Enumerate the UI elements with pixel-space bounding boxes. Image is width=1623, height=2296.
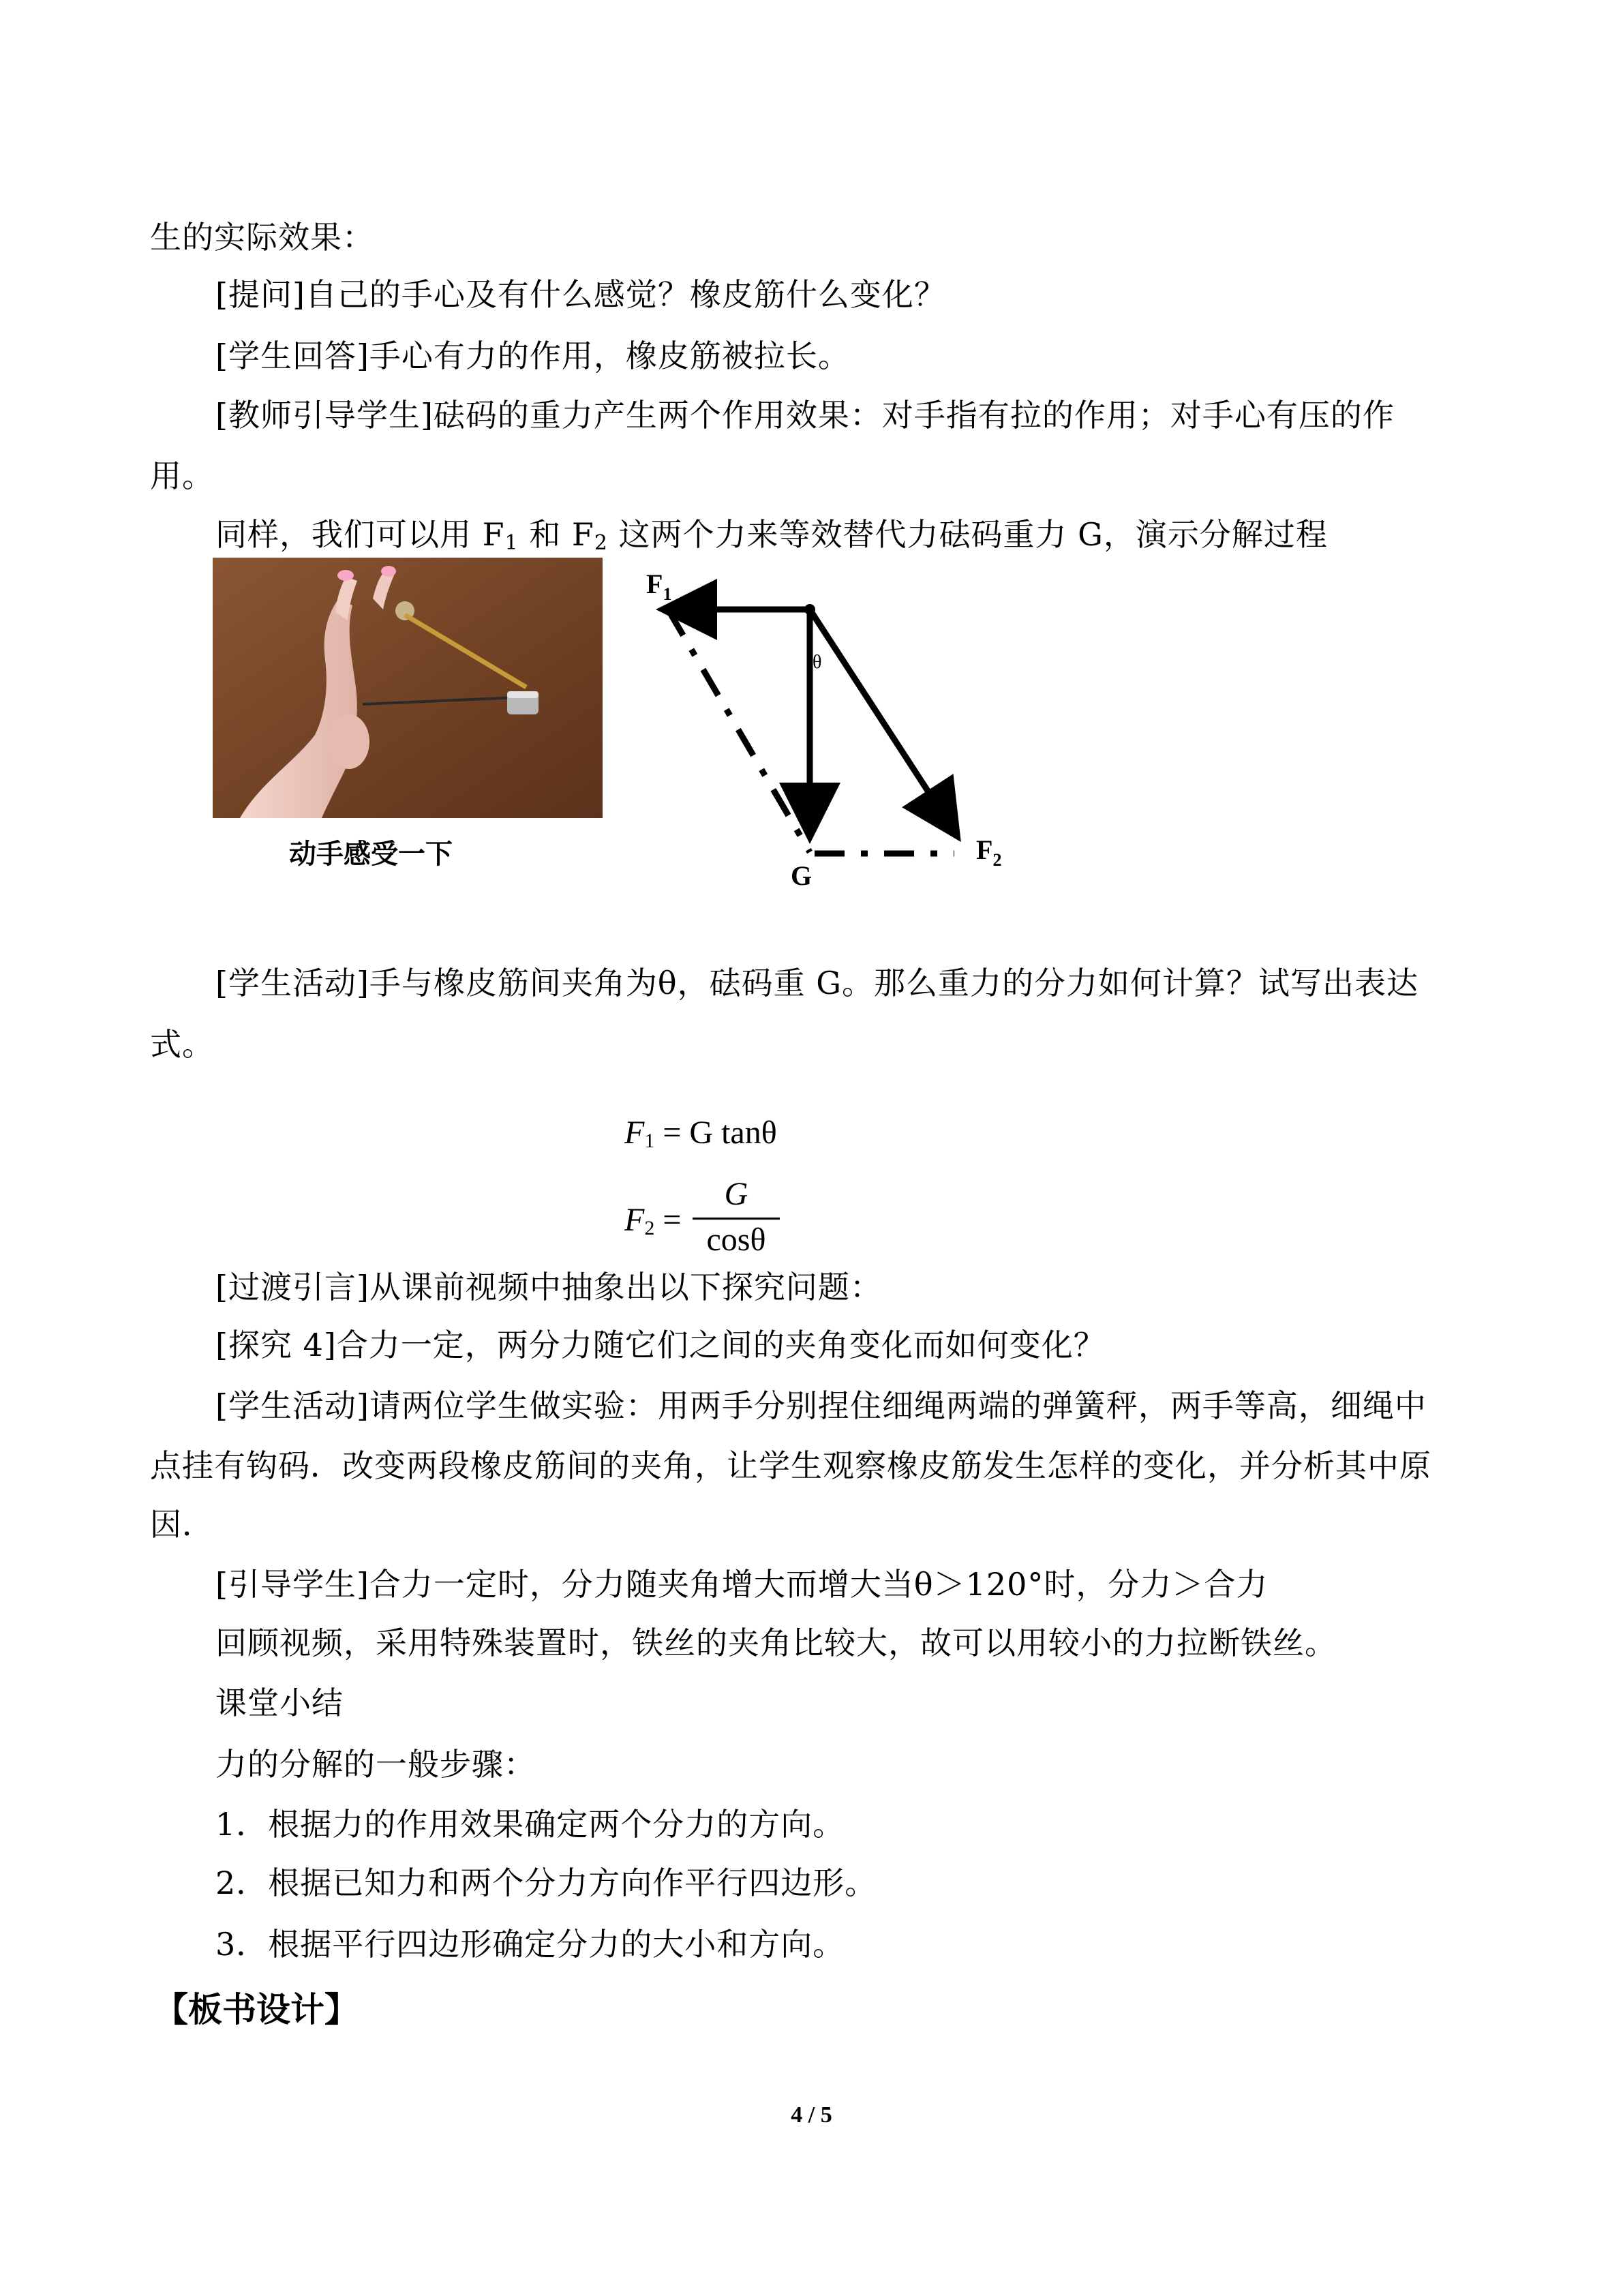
paragraph-line: 式。 <box>150 1026 214 1063</box>
paragraph-line: 回顾视频，采用特殊装置时，铁丝的夹角比较大，故可以用较小的力拉断铁丝。 <box>215 1625 1337 1661</box>
text-run: 和 F <box>518 516 594 553</box>
force-origin-point <box>804 604 815 615</box>
paragraph-line: 用。 <box>150 457 214 494</box>
paragraph-line: [探究 4]合力一定，两分力随它们之间的夹角变化而如何变化？ <box>215 1327 1106 1363</box>
paragraph-line: [学生活动]手与橡皮筋间夹角为θ，砝码重 G。那么重力的分力如何计算？试写出表达 <box>215 965 1419 1001</box>
paragraph-line: [教师引导学生]砝码的重力产生两个作用效果：对手指有拉的作用；对手心有压的作 <box>215 397 1395 434</box>
paragraph-line: 课堂小结 <box>215 1685 344 1721</box>
list-item: 3．根据平行四边形确定分力的大小和方向。 <box>215 1926 845 1963</box>
formula-rhs: = G tanθ <box>663 1115 777 1151</box>
list-item: 2．根据已知力和两个分力方向作平行四边形。 <box>215 1864 877 1901</box>
fraction-numerator: G <box>724 1176 748 1212</box>
paragraph-line: [引导学生]合力一定时，分力随夹角增大而增大当θ＞120°时，分力＞合力 <box>215 1566 1269 1603</box>
subscript: 1 <box>504 531 519 555</box>
page-number: 4 / 5 <box>791 2102 832 2128</box>
paragraph-line: 因． <box>150 1506 214 1543</box>
vector-f2-arrow <box>810 609 954 832</box>
section-heading: 【板书设计】 <box>154 1990 359 2029</box>
figure-caption: 动手感受一下 <box>289 839 453 870</box>
fraction-denominator: cosθ <box>706 1222 766 1258</box>
paragraph-line: [学生活动]请两位学生做实验：用两手分别捏住细绳两端的弹簧秤，两手等高，细绳中 <box>215 1387 1427 1424</box>
hand-photo-illustration <box>213 558 603 818</box>
paragraph-line <box>215 514 1328 564</box>
formula-symbol: F <box>624 1202 645 1238</box>
text-run: 同样，我们可以用 F <box>215 516 505 553</box>
subscript: 2 <box>594 531 608 555</box>
paragraph-line: 力的分解的一般步骤： <box>215 1746 536 1783</box>
formula-subscript: 1 <box>644 1130 655 1152</box>
paragraph-line: 点挂有钩码．改变两段橡皮筋间的夹角，让学生观察橡皮筋发生怎样的变化，并分析其中原 <box>150 1447 1431 1484</box>
list-item: 1．根据力的作用效果确定两个分力的方向。 <box>215 1806 845 1843</box>
parallelogram-dashed-side <box>668 609 810 852</box>
hand-experiment-photo <box>213 558 603 818</box>
force-decomposition-diagram <box>627 559 1036 900</box>
formula-equals: = <box>663 1202 682 1238</box>
paragraph-line: [学生回答]手心有力的作用，橡皮筋被拉长。 <box>215 337 850 374</box>
paragraph-line: [过渡引言]从课前视频中抽象出以下探究问题： <box>215 1269 882 1305</box>
paragraph-line: 生的实际效果： <box>150 219 374 256</box>
label-f2: $F_2$ <box>976 834 1002 870</box>
label-f1: $F_1$ <box>646 569 672 604</box>
formula-f1 <box>624 1113 777 1162</box>
formula-subscript: 2 <box>644 1217 655 1239</box>
formula-symbol: F <box>624 1115 645 1151</box>
paragraph-line: [提问]自己的手心及有什么感觉？橡皮筋什么变化？ <box>215 276 946 313</box>
label-g: G <box>791 860 813 891</box>
label-theta: θ <box>813 652 822 673</box>
text-run: 这两个力来等效替代力砝码重力 G，演示分解过程 <box>607 516 1328 553</box>
